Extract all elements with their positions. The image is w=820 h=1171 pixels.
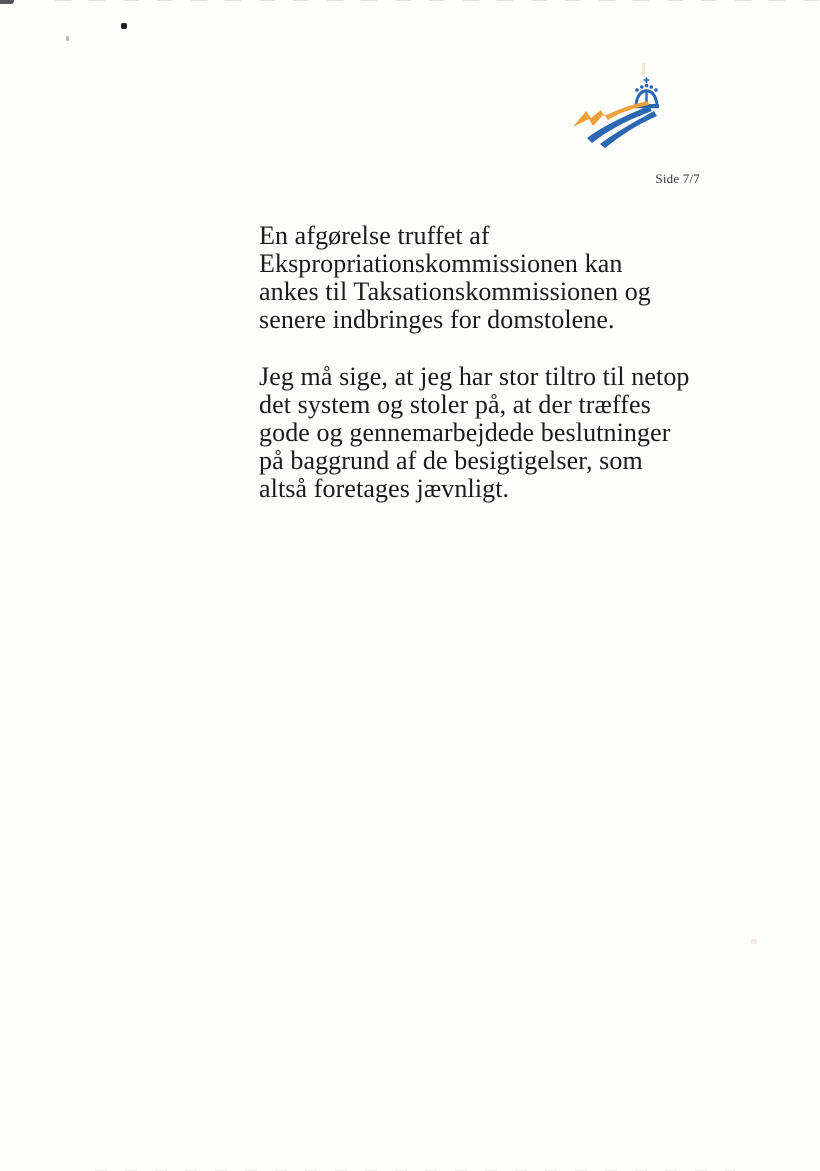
vejdirektoratet-logo bbox=[570, 76, 665, 150]
scan-artifact-speck bbox=[66, 36, 69, 41]
letter-body bbox=[259, 222, 729, 532]
text-line: altså foretages jævnligt. bbox=[259, 474, 510, 503]
paragraph-1 bbox=[259, 222, 729, 334]
logo-svg bbox=[570, 76, 665, 150]
text-line: En afgørelse truffet af bbox=[259, 221, 490, 250]
scan-artifact-top-edge bbox=[55, 0, 820, 1]
text-line: senere indbringes for domstolene. bbox=[259, 305, 615, 334]
page-number: Side 7/7 bbox=[655, 171, 700, 186]
scan-artifact-dot bbox=[121, 23, 127, 29]
text-line: gode og gennemarbejdede beslutninger bbox=[259, 418, 671, 447]
text-line: Jeg må sige, at jeg har stor tiltro til netop bbox=[259, 362, 690, 391]
text-line: det system og stoler på, at der træffes bbox=[259, 390, 651, 419]
scan-artifact-speck-2 bbox=[751, 939, 757, 944]
text-line: ankes til Taksationskommissionen og bbox=[259, 277, 651, 306]
scan-artifact-dash bbox=[642, 63, 645, 75]
paragraph-2 bbox=[259, 363, 729, 503]
road-swoosh-icon bbox=[573, 101, 657, 148]
text-line: på baggrund af de besigtigelser, som bbox=[259, 446, 643, 475]
scan-artifact-corner-smudge bbox=[0, 0, 14, 4]
text-line: Ekspropriationskommissionen kan bbox=[259, 249, 623, 278]
